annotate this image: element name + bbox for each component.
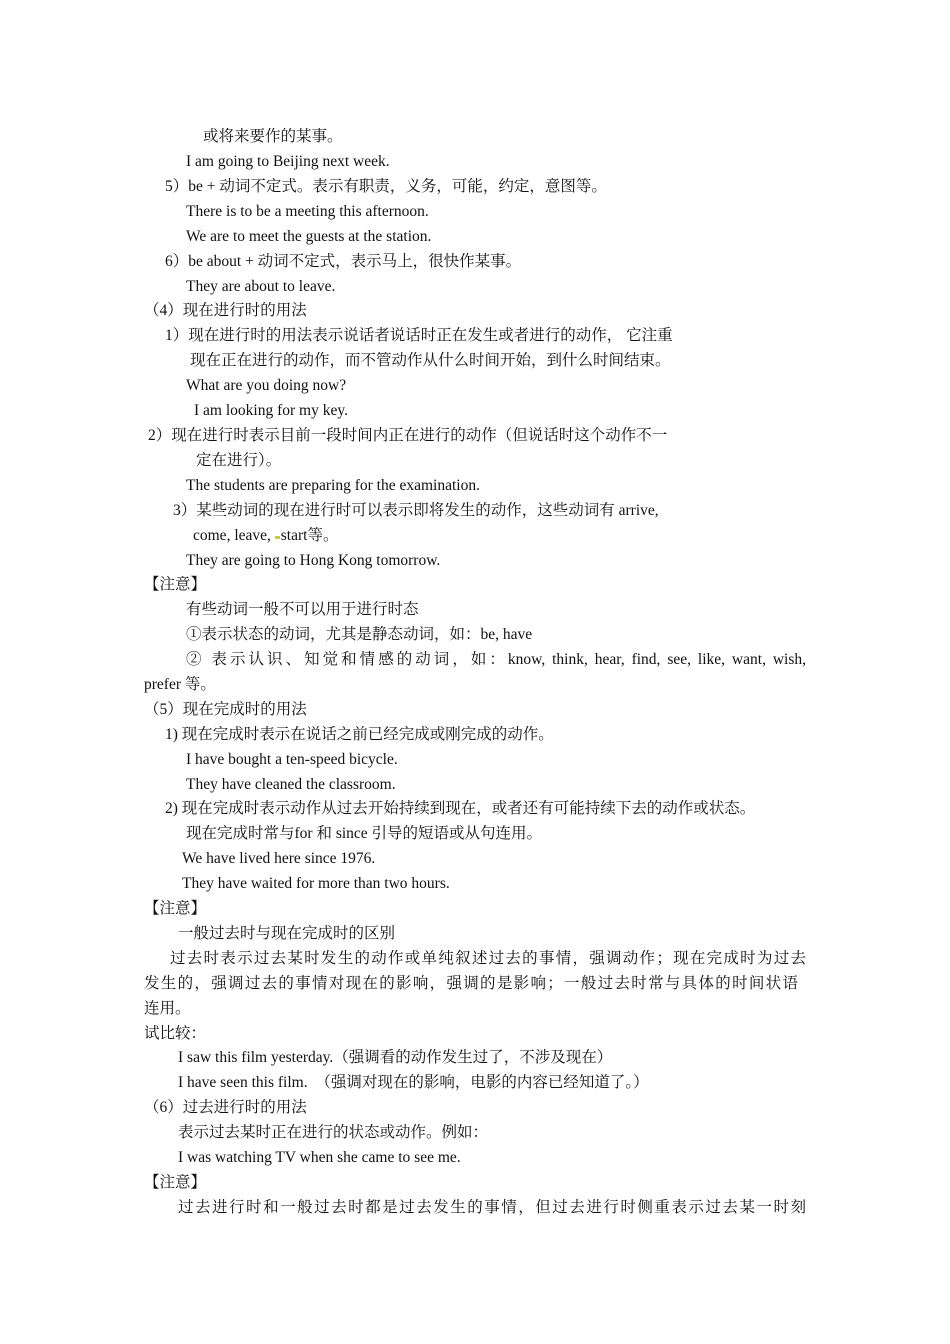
text-line: 试比较： <box>144 1025 207 1042</box>
highlight-mark <box>275 536 280 539</box>
paragraph-line: 过去进行时和一般过去时都是过去发生的事情，但过去进行时侧重表示过去某一时刻 <box>178 1199 806 1216</box>
note-heading: 【注意】 <box>144 576 207 593</box>
example-sentence: I have seen this film. （强调对现在的影响，电影的内容已经知道了。） <box>178 1074 649 1091</box>
example-sentence: I am looking for my key. <box>194 402 348 419</box>
paragraph-line: 过去时表示过去某时发生的动作或单纯叙述过去的事情，强调动作；现在完成时为过去 <box>170 950 806 967</box>
text-line: prefer 等。 <box>144 676 216 693</box>
example-sentence: We have lived here since 1976. <box>182 850 376 867</box>
paragraph-line: 连用。 <box>144 1000 191 1017</box>
text-line: 或将来要作的某事。 <box>203 128 343 145</box>
example-sentence: I am going to Beijing next week. <box>186 153 390 170</box>
example-sentence: They have cleaned the classroom. <box>186 776 396 793</box>
text-line: 现在完成时常与for 和 since 引导的短语或从句连用。 <box>186 825 543 842</box>
list-item: 2) 现在完成时表示动作从过去开始持续到现在，或者还有可能持续下去的动作或状态。 <box>165 800 756 817</box>
text-fragment: come, leave, <box>193 527 271 544</box>
example-sentence: We are to meet the guests at the station. <box>186 228 432 245</box>
text-line: 一般过去时与现在完成时的区别 <box>178 925 396 942</box>
note-heading: 【注意】 <box>144 900 207 917</box>
list-item: 2）现在进行时表示目前一段时间内正在进行的动作（但说话时这个动作不一 <box>148 427 668 444</box>
text-line <box>193 526 338 546</box>
list-item: 1) 现在完成时表示在说话之前已经完成或刚完成的动作。 <box>165 726 554 743</box>
example-sentence: They have waited for more than two hours. <box>182 875 450 892</box>
text-line: ①表示状态的动词，尤其是静态动词，如：be, have <box>186 626 533 643</box>
example-sentence: They are about to leave. <box>186 278 336 295</box>
paragraph-line: 发生的，强调过去的事情对现在的影响，强调的是影响；一般过去时常与具体的时间状语 <box>144 975 798 992</box>
section-heading: （4）现在进行时的用法 <box>144 302 307 319</box>
example-sentence: I saw this film yesterday.（强调看的动作发生过了，不涉及现在） <box>178 1049 613 1066</box>
example-sentence: What are you doing now? <box>186 377 347 394</box>
text-line: 现在正在进行的动作，而不管动作从什么时间开始，到什么时间结束。 <box>190 352 671 369</box>
text-fragment: start等。 <box>280 527 339 544</box>
list-item: 3）某些动词的现在进行时可以表示即将发生的动作，这些动词有 arrive, <box>173 502 659 519</box>
example-sentence: They are going to Hong Kong tomorrow. <box>186 552 441 569</box>
list-item: 1）现在进行时的用法表示说话者说话时正在发生或者进行的动作， 它注重 <box>165 327 673 344</box>
list-item: 5）be + 动词不定式。表示有职责，义务，可能，约定，意图等。 <box>165 178 607 195</box>
text-line: 定在进行）。 <box>196 452 282 469</box>
section-heading: （6）过去进行时的用法 <box>144 1099 307 1116</box>
text-line: ② 表示认识、知觉和情感的动词，如：know, think, hear, find, see, like, want, wish, <box>186 651 806 668</box>
example-sentence: The students are preparing for the examination. <box>186 477 480 494</box>
text-line: 表示过去某时正在进行的状态或动作。例如： <box>178 1124 489 1141</box>
section-heading: （5）现在完成时的用法 <box>144 701 307 718</box>
note-heading: 【注意】 <box>144 1174 207 1191</box>
text-line: 有些动词一般不可以用于进行时态 <box>186 601 419 618</box>
example-sentence: I was watching TV when she came to see me. <box>178 1149 461 1166</box>
example-sentence: There is to be a meeting this afternoon. <box>186 203 429 220</box>
list-item: 6）be about + 动词不定式，表示马上，很快作某事。 <box>165 253 522 270</box>
example-sentence: I have bought a ten-speed bicycle. <box>186 751 398 768</box>
